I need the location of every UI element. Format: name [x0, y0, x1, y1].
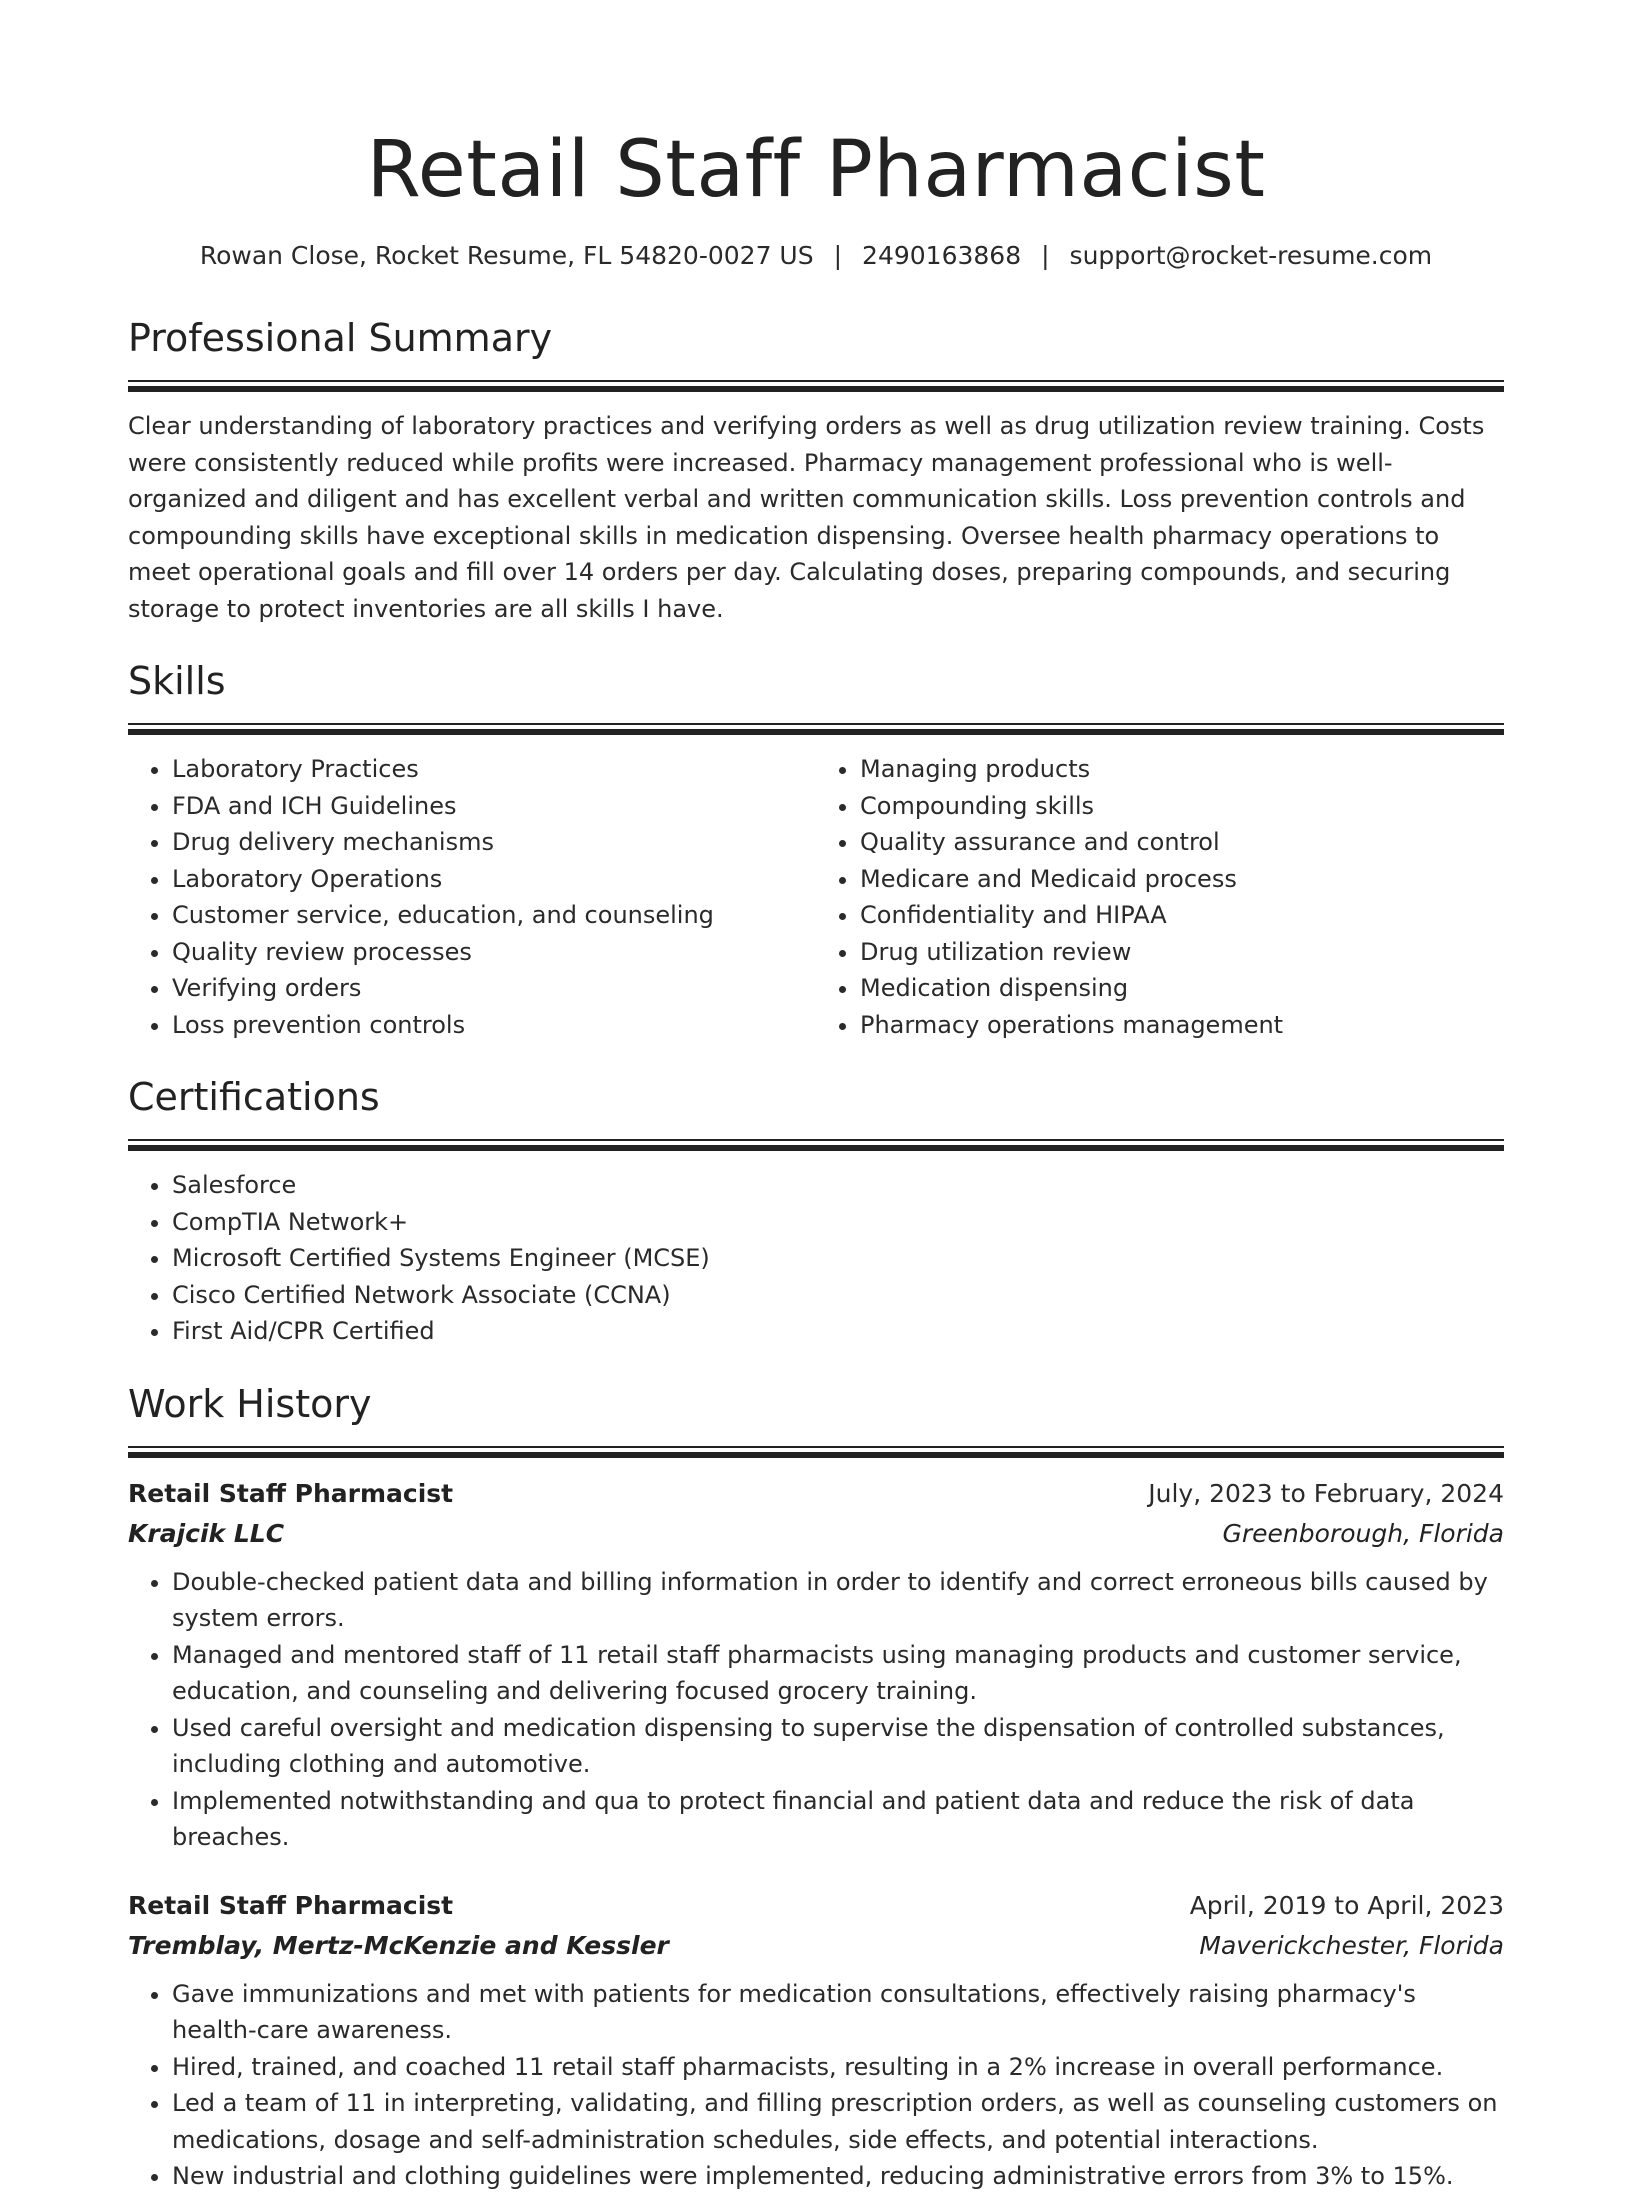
- skill-item: • Medicare and Medicaid process: [860, 861, 1504, 898]
- skill-item: • Drug utilization review: [860, 934, 1504, 971]
- skill-item: • Compounding skills: [860, 788, 1504, 825]
- job-location: Greenborough, Florida: [1222, 1518, 1504, 1548]
- skill-item: • Customer service, education, and counseling: [172, 897, 816, 934]
- job-header-row: [128, 1886, 1504, 1926]
- summary-text: Clear understanding of laboratory practices and verifying orders as well as drug utilization review training. Costs were consistently reduced while profits were increased. Pharmacy management professional who is well-organized and diligent and has excellent verbal and written communication skills. Loss prevention controls and compounding skills have exceptional skills in medication dispensing. Oversee health pharmacy operations to meet operational goals and fill over 14 orders per day. Calculating doses, preparing compounds, and securing storage to protect inventories are all skills I have.: [128, 412, 1485, 623]
- skill-item: • Verifying orders: [172, 970, 816, 1007]
- contact-email[interactable]: support@rocket-resume.com: [1069, 241, 1433, 270]
- job-dates: July, 2023 to February, 2024: [1148, 1478, 1504, 1508]
- job-bullet: • Implemented notwithstanding and qua to protect financial and patient data and reduce the risk of data breaches.: [172, 1783, 1504, 1856]
- contact-phone: 2490163868: [862, 241, 1022, 270]
- certification-item: • CompTIA Network+: [172, 1204, 1504, 1241]
- skill-item: • Quality assurance and control: [860, 824, 1504, 861]
- job-header-row: [128, 1474, 1504, 1514]
- skill-item: • Laboratory Practices: [172, 751, 816, 788]
- job-dates: April, 2019 to April, 2023: [1189, 1890, 1504, 1920]
- job-bullet: • Double-checked patient data and billing information in order to identify and correct erroneous bills caused by system errors.: [172, 1564, 1504, 1637]
- section-title-work-history: Work History: [128, 1381, 372, 1426]
- section-divider: [128, 1446, 1504, 1458]
- skills-section: [128, 657, 1504, 1043]
- job-company: Krajcik LLC: [128, 1518, 285, 1548]
- job-bullets: [128, 1976, 1504, 2195]
- skill-item: • Managing products: [860, 751, 1504, 788]
- job-bullet: • Hired, trained, and coached 11 retail staff pharmacists, resulting in a 2% increase in overall performance.: [172, 2049, 1504, 2086]
- contact-separator: |: [833, 241, 843, 270]
- job-bullets: [128, 1564, 1504, 1856]
- skill-item: • FDA and ICH Guidelines: [172, 788, 816, 825]
- job-location: Maverickchester, Florida: [1199, 1930, 1504, 1960]
- skill-item: • Drug delivery mechanisms: [172, 824, 816, 861]
- section-title-skills: Skills: [128, 659, 226, 703]
- skills-grid: [128, 751, 1504, 1043]
- summary-section: [128, 314, 1504, 627]
- certification-item: • Microsoft Certified Systems Engineer (MCSE): [172, 1240, 1504, 1277]
- work-history-section: [128, 1380, 1504, 2195]
- skills-list-left: [128, 751, 816, 1043]
- section-title-summary: Professional Summary: [128, 316, 553, 360]
- job-company-row: [128, 1514, 1504, 1554]
- job-entry: [128, 1886, 1504, 2195]
- certification-item: • First Aid/CPR Certified: [172, 1313, 1504, 1350]
- skill-item: • Quality review processes: [172, 934, 816, 971]
- contact-address: Rowan Close, Rocket Resume, FL 54820-0027 US: [199, 241, 814, 270]
- section-divider: [128, 380, 1504, 392]
- resume-name: Retail Staff Pharmacist: [366, 125, 1266, 215]
- certification-item: • Salesforce: [172, 1167, 1504, 1204]
- certifications-list: [128, 1167, 1504, 1350]
- skill-item: • Pharmacy operations management: [860, 1007, 1504, 1044]
- job-title: Retail Staff Pharmacist: [128, 1478, 454, 1508]
- skill-item: • Confidentiality and HIPAA: [860, 897, 1504, 934]
- job-company: Tremblay, Mertz-McKenzie and Kessler: [128, 1930, 669, 1960]
- resume-page: [128, 0, 1504, 2195]
- skills-list-right: [816, 751, 1504, 1043]
- skill-item: • Laboratory Operations: [172, 861, 816, 898]
- contact-line: [128, 238, 1504, 274]
- skill-item: • Medication dispensing: [860, 970, 1504, 1007]
- job-bullet: • New industrial and clothing guidelines were implemented, reducing administrative errors from 3% to 15%.: [172, 2158, 1504, 2195]
- section-divider: [128, 1139, 1504, 1151]
- job-entry: [128, 1474, 1504, 1856]
- certification-item: • Cisco Certified Network Associate (CCNA): [172, 1277, 1504, 1314]
- job-bullet: • Led a team of 11 in interpreting, validating, and filling prescription orders, as well as counseling customers on medications, dosage and self-administration schedules, side effects, and potential interactions.: [172, 2085, 1504, 2158]
- job-bullet: • Used careful oversight and medication dispensing to supervise the dispensation of controlled substances, including clothing and automotive.: [172, 1710, 1504, 1783]
- certifications-section: [128, 1073, 1504, 1350]
- job-bullet: • Gave immunizations and met with patients for medication consultations, effectively raising pharmacy's health-care awareness.: [172, 1976, 1504, 2049]
- section-divider: [128, 723, 1504, 735]
- section-title-certifications: Certifications: [128, 1075, 380, 1119]
- contact-separator: |: [1041, 241, 1050, 270]
- job-company-row: [128, 1926, 1504, 1966]
- skill-item: • Loss prevention controls: [172, 1007, 816, 1044]
- job-title: Retail Staff Pharmacist: [128, 1890, 454, 1920]
- job-bullet: • Managed and mentored staff of 11 retail staff pharmacists using managing products and customer service, education, and counseling and delivering focused grocery training.: [172, 1637, 1504, 1710]
